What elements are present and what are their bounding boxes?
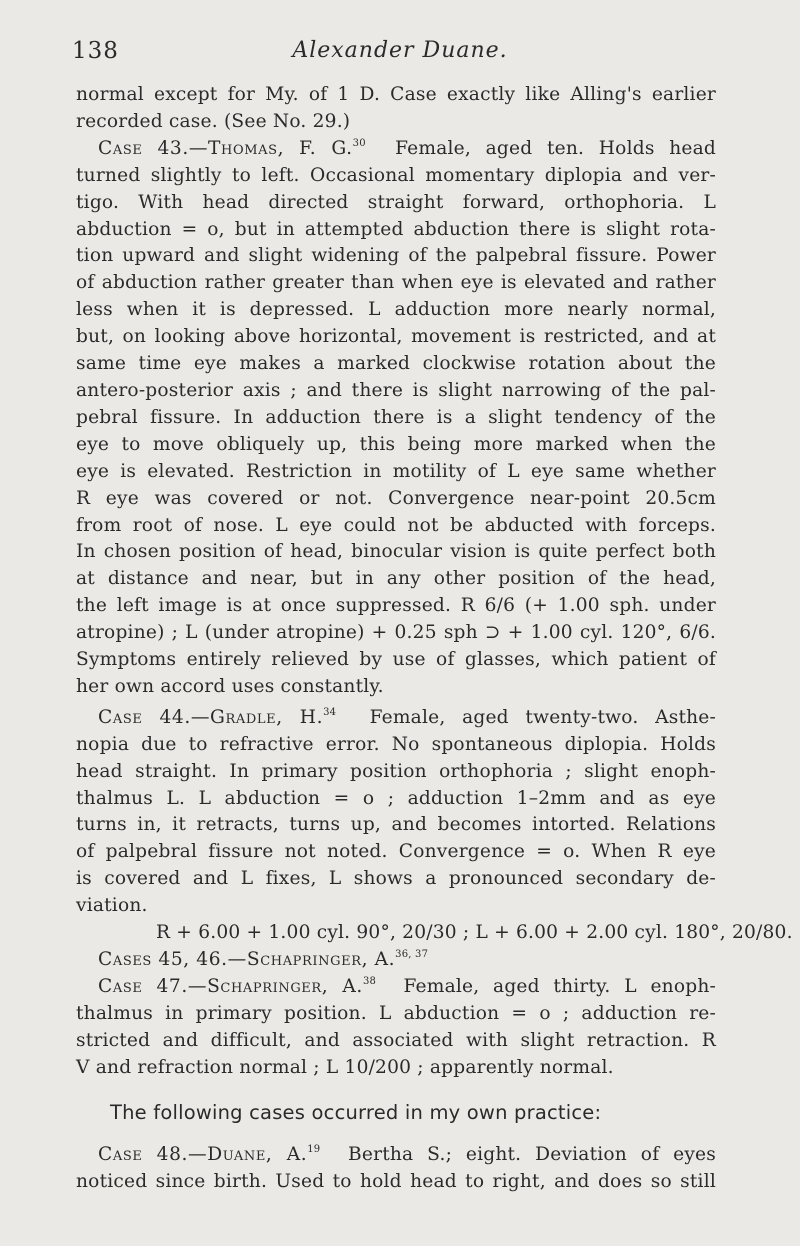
text-line: turned slightly to left. Occasional momentary diplopia and ver- xyxy=(76,164,716,186)
text-line: of abduction rather greater than when eye is elevated and rather xyxy=(76,272,716,294)
case-44-ref: 34 xyxy=(323,706,337,718)
refraction-formula: R + 6.00 + 1.00 cyl. 90°, 20/30 ; L + 6.00 + 2.00 cyl. 180°, 20/80. xyxy=(156,922,793,944)
case-47-heading-line xyxy=(76,974,716,1001)
text-line: tion upward and slight widening of the palpebral fissure. Power xyxy=(76,245,716,267)
text-line: In chosen position of head, binocular vision is quite perfect both xyxy=(76,541,716,563)
page-header xyxy=(72,38,728,78)
page-number: 138 xyxy=(72,38,119,64)
case-44-heading-line xyxy=(76,705,716,732)
text-line: R eye was covered or not. Convergence near-point 20.5cm xyxy=(76,487,716,509)
text-line: at distance and near, but in any other position of the head, xyxy=(76,568,716,590)
text-line: thalmus L. L abduction = o ; adduction 1–2mm and as eye xyxy=(76,787,716,809)
text-line: less when it is depressed. L adduction more nearly normal, xyxy=(76,299,716,321)
cases-45-46-heading-line xyxy=(76,947,716,974)
text-line: eye to move obliquely up, this being more marked when the xyxy=(76,433,716,455)
text-line: antero-posterior axis ; and there is slight narrowing of the pal- xyxy=(76,379,716,401)
text-line: noticed since birth. Used to hold head to right, and does so still xyxy=(76,1171,716,1193)
text-line: turns in, it retracts, turns up, and becomes intorted. Relations xyxy=(76,814,716,836)
text-line: Bertha S.; eight. Deviation of eyes xyxy=(348,1144,716,1166)
text-line: of palpebral fissure not noted. Convergence = o. When R eye xyxy=(76,841,716,863)
text-line: Female, aged twenty-two. Asthe- xyxy=(369,706,716,728)
text-line: Symptoms entirely relieved by use of glasses, which patient of xyxy=(76,649,716,671)
text-line: but, on looking above horizontal, movement is restricted, and at xyxy=(76,326,716,348)
text-line: viation. xyxy=(76,895,148,917)
text-line: normal except for My. of 1 D. Case exactly like Alling's earlier xyxy=(76,84,716,105)
text-line: from root of nose. L eye could not be abducted with forceps. xyxy=(76,514,716,536)
running-head: Alexander Duane. xyxy=(292,38,508,63)
text-line: stricted and difficult, and associated with slight retraction. R xyxy=(76,1029,716,1051)
cases-45-46-label: Cases 45, 46.—Schapringer, A. xyxy=(98,949,396,970)
case-48-label: Case 48.—Duane, A. xyxy=(98,1144,308,1166)
text-line: is covered and L fixes, L shows a pronounced secondary de- xyxy=(76,868,716,890)
text-line: V and refraction normal ; L 10/200 ; apparently normal. xyxy=(76,1056,614,1078)
text-line: tigo. With head directed straight forward, orthophoria. L xyxy=(76,191,716,213)
case-48-heading-line xyxy=(76,1142,716,1169)
case-47-ref: 38 xyxy=(362,975,377,987)
text-line: atropine) ; L (under atropine) + 0.25 sph ⊃ + 1.00 cyl. 120°, 6/6. xyxy=(76,622,716,644)
text-line: head straight. In primary position orthophoria ; slight enoph- xyxy=(76,760,716,782)
case-43-label: Case 43.—Thomas, F. G. xyxy=(98,137,353,159)
cases-45-46-ref: 36, 37 xyxy=(395,949,429,960)
body-text xyxy=(76,82,793,1196)
text-line: same time eye makes a marked clockwise rotation about the xyxy=(76,353,716,375)
text-line: pebral fissure. In adduction there is a slight tendency of the xyxy=(76,406,716,428)
text-line: Female, aged thirty. L enoph- xyxy=(403,975,716,997)
text-line: recorded case. (See No. 29.) xyxy=(76,110,351,132)
text-line: abduction = o, but in attempted abduction there is slight rota- xyxy=(76,218,716,240)
case-43-heading-line xyxy=(76,136,716,163)
text-line: the left image is at once suppressed. R 6/6 (+ 1.00 sph. under xyxy=(76,595,716,617)
text-line: eye is elevated. Restriction in motility of L eye same whether xyxy=(76,460,716,482)
case-43-ref: 30 xyxy=(352,137,366,149)
text-line: nopia due to refractive error. No spontaneous diplopia. Holds xyxy=(76,733,716,755)
text-line: thalmus in primary position. L abduction = o ; adduction re- xyxy=(76,1002,716,1024)
section-intro: The following cases occurred in my own practice: xyxy=(110,1100,602,1124)
case-47-label: Case 47.—Schapringer, A. xyxy=(98,975,363,997)
text-line: Female, aged ten. Holds head xyxy=(395,137,716,159)
case-44-label: Case 44.—Gradle, H. xyxy=(98,706,324,728)
text-line: her own accord uses constantly. xyxy=(76,675,384,697)
case-48-ref: 19 xyxy=(307,1144,321,1156)
